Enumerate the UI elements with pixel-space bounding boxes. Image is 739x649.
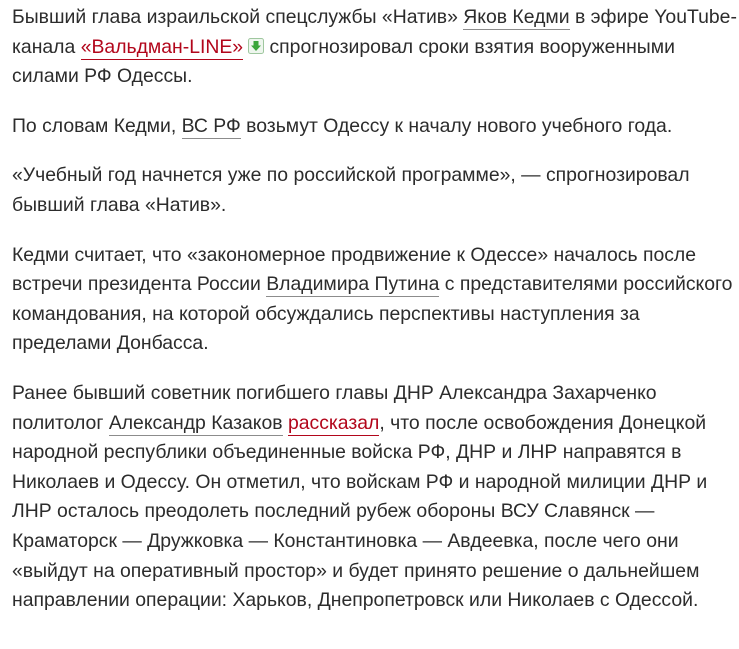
p4-text-2: с представителями российского командования, на которой обсуждались перспективы наступления за пределами Донбасса.	[12, 273, 733, 355]
p2-text-1: По словам Кедми,	[12, 114, 182, 137]
paragraph-2	[12, 112, 737, 142]
link-yakov-kedmi[interactable]: Яков Кедми	[463, 6, 570, 28]
p1-text-3: спрогнозировал сроки взятия вооруженными силами РФ Одессы.	[12, 35, 675, 88]
link-vladimir-putin[interactable]: Владимира Путина	[266, 273, 440, 296]
p3-text-1: «Учебный год начнется уже по российской программе», — спрогнозировал бывший глава «Натив».	[12, 164, 690, 216]
link-rasskazal[interactable]: рассказал	[287, 411, 380, 434]
p5-text-1: Ранее бывший советник погибшего главы ДНР Александра Захарченко политолог	[12, 381, 657, 434]
p1-text-2: в эфире YouTube-канала	[12, 6, 737, 58]
paragraph-4	[12, 241, 737, 359]
paragraph-5	[12, 379, 737, 616]
paragraph-3	[12, 161, 737, 220]
p2-text-2: возьмут Одессу к началу нового учебного года.	[240, 114, 673, 137]
article-body	[12, 3, 737, 636]
download-arrow-icon[interactable]	[248, 34, 264, 50]
paragraph-1	[12, 3, 737, 92]
p4-text-1: Кедми считает, что «закономерное продвижение к Одессе» началось после встречи президента России	[12, 243, 697, 296]
p5-text-3: , что после освобождения Донецкой народной республики объединенные войска РФ, ДНР и ЛНР направятся в Николаев и Одессу. Он отметил, что войскам РФ и народной милиции ДНР и ЛНР осталось преодолеть последний рубеж обороны ВСУ Славянск — Краматорск — Дружковка — Константиновка — Авдеевка, после чего они «выйдут на оперативный простор» и будет принято решение о дальнейшем направлении операции: Харьков, Днепропетровск или Николаев с Одессой.	[12, 411, 708, 612]
link-valdman-line[interactable]: «Вальдман-LINE»	[80, 35, 244, 58]
link-vs-rf[interactable]: ВС РФ	[181, 114, 241, 137]
link-aleksandr-kazakov[interactable]: Александр Казаков	[108, 411, 283, 434]
p1-text-1: Бывший глава израильской спецслужбы «Натив»	[12, 6, 464, 28]
